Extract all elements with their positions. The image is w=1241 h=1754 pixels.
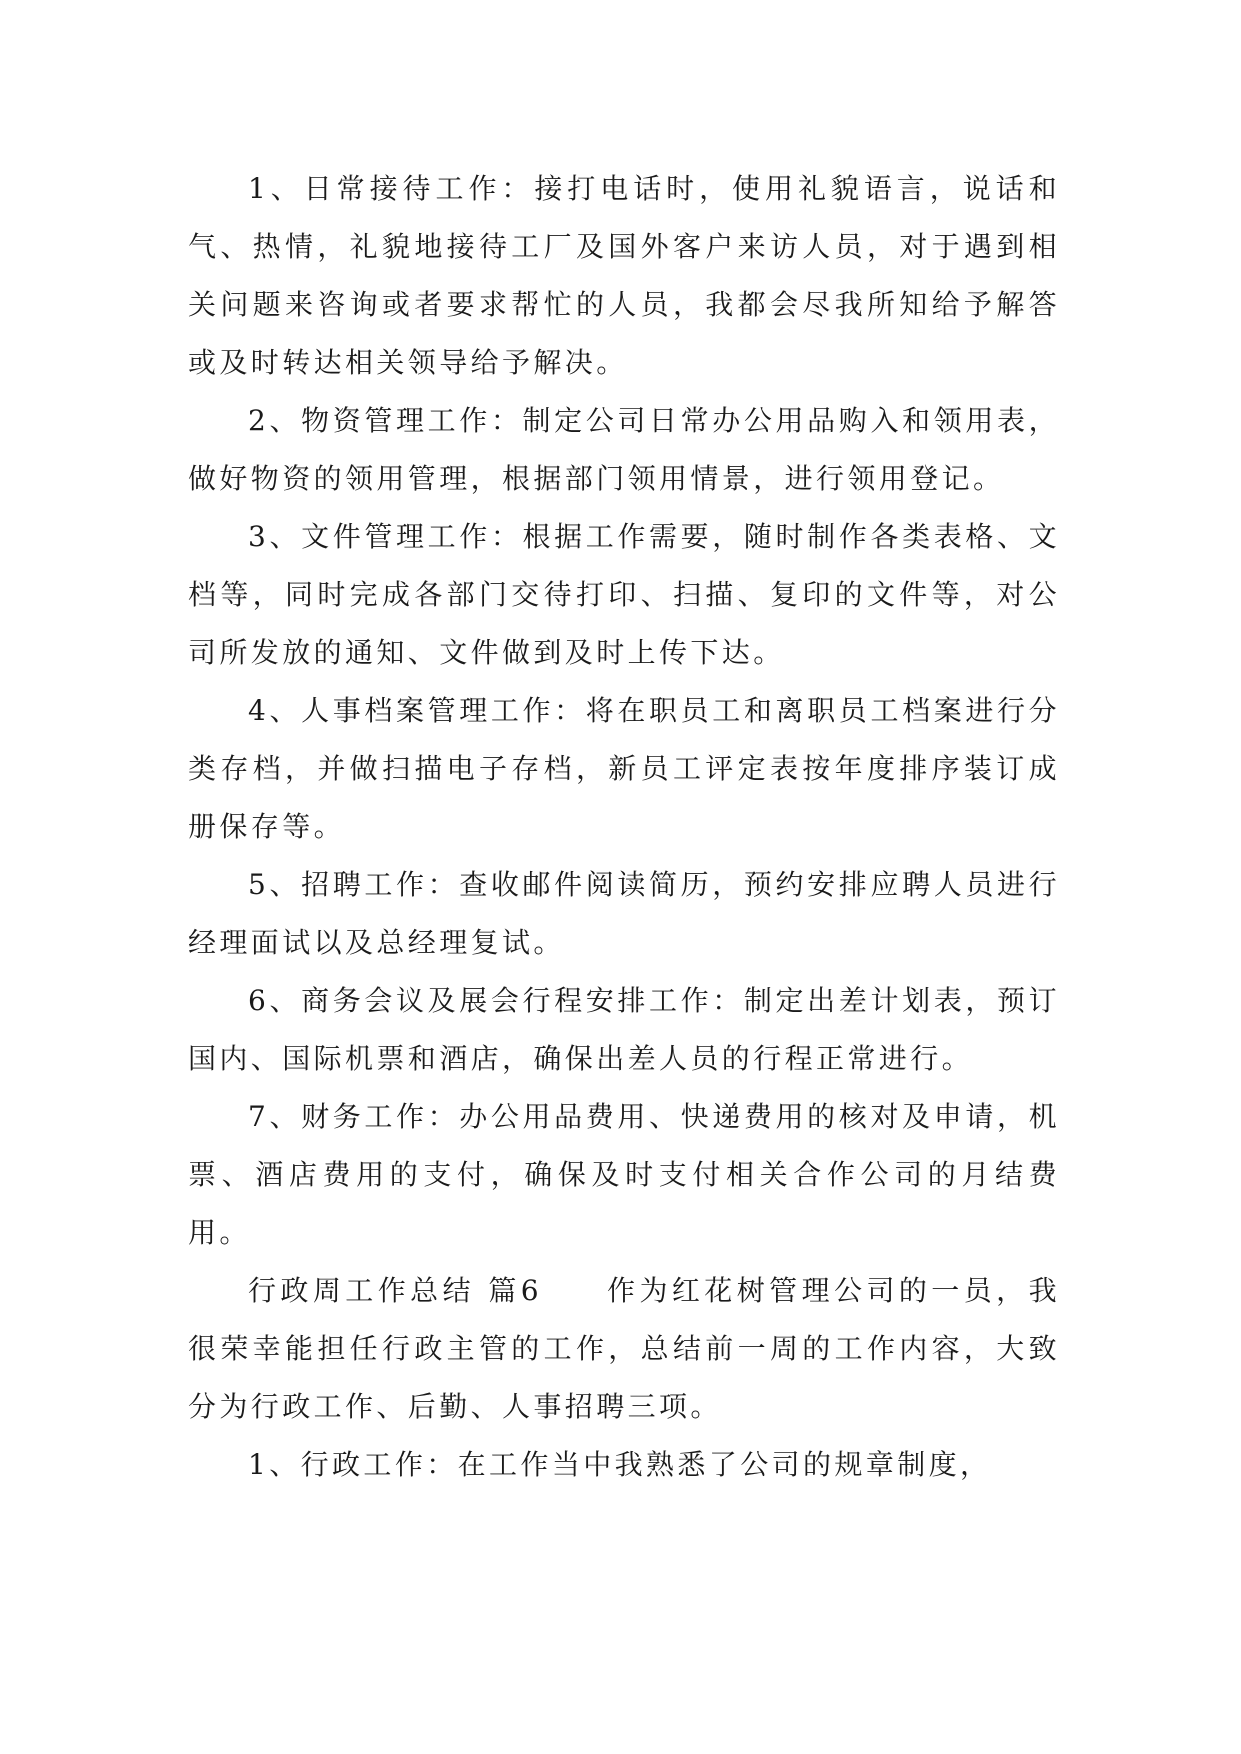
paragraph-reception: 1、日常接待工作：接打电话时，使用礼貌语言，说话和气、热情，礼貌地接待工厂及国外客户来访人员，对于遇到相关问题来咨询或者要求帮忙的人员，我都会尽我所知给予解答或及时转达相关领导给予解决。 [188,172,1060,379]
document-body [188,160,1060,1494]
paragraph-supplies: 2、物资管理工作：制定公司日常办公用品购入和领用表，做好物资的领用管理，根据部门领用情景，进行领用登记。 [188,404,1060,495]
section-intro-text: 作为红花树管理公司的一员，我很荣幸能担任行政主管的工作，总结前一周的工作内容，大致分为行政工作、后勤、人事招聘三项。 [188,1274,1060,1423]
paragraph-section-intro [188,1262,1060,1436]
paragraph-recruitment: 5、招聘工作：查收邮件阅读简历，预约安排应聘人员进行经理面试以及总经理复试。 [188,868,1060,959]
paragraph-admin-work: 1、行政工作：在工作当中我熟悉了公司的规章制度， [248,1448,992,1481]
section-heading: 行政周工作总结 篇6 [248,1274,542,1307]
paragraph-documents: 3、文件管理工作：根据工作需要，随时制作各类表格、文档等，同时完成各部门交待打印、扫描、复印的文件等，对公司所发放的通知、文件做到及时上传下达。 [188,520,1060,669]
paragraph-business-travel: 6、商务会议及展会行程安排工作：制定出差计划表，预订国内、国际机票和酒店，确保出差人员的行程正常进行。 [188,984,1060,1075]
paragraph-personnel-archives: 4、人事档案管理工作：将在职员工和离职员工档案进行分类存档，并做扫描电子存档，新员工评定表按年度排序装订成册保存等。 [188,694,1060,843]
paragraph-finance: 7、财务工作：办公用品费用、快递费用的核对及申请，机票、酒店费用的支付，确保及时支付相关合作公司的月结费用。 [188,1100,1060,1249]
